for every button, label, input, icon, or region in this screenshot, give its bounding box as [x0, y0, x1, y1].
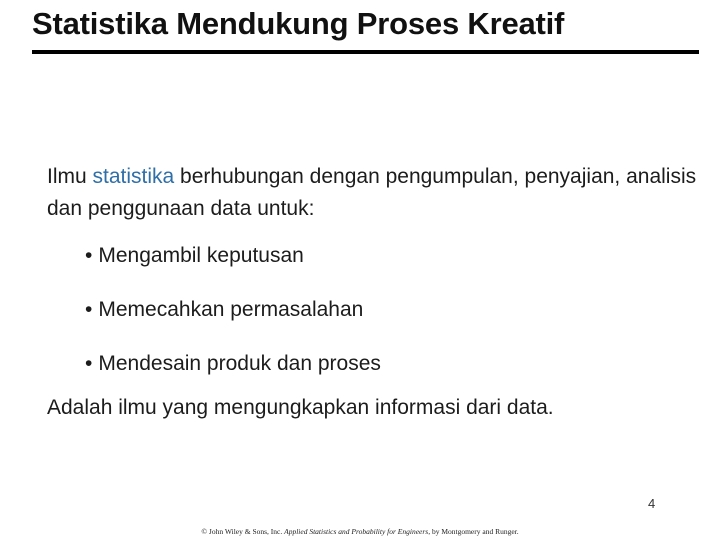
- footer-copyright: © John Wiley & Sons, Inc.: [201, 527, 285, 536]
- closing-statement: Adalah ilmu yang mengungkapkan informasi dari data.: [47, 396, 554, 419]
- bullet-text: Mendesain produk dan proses: [98, 352, 381, 375]
- slide-title: Statistika Mendukung Proses Kreatif: [32, 6, 565, 41]
- footer-book-title: Applied Statistics and Probability for Engineers: [284, 527, 429, 536]
- intro-paragraph: [47, 161, 697, 225]
- intro-highlight-term: statistika: [92, 165, 175, 188]
- intro-suffix: berhubungan dengan pengumpulan, penyajian, analisis dan penggunaan data untuk:: [47, 165, 697, 220]
- bullet-list: [85, 240, 381, 402]
- bullet-dot-icon: •: [85, 352, 93, 375]
- bullet-dot-icon: •: [85, 298, 93, 321]
- bullet-item-problem-solving: [85, 294, 381, 348]
- bullet-text: Memecahkan permasalahan: [98, 298, 364, 321]
- bullet-item-decision: [85, 240, 381, 294]
- copyright-footer: [0, 527, 720, 536]
- bullet-dot-icon: •: [85, 244, 93, 267]
- bullet-text: Mengambil keputusan: [98, 244, 304, 267]
- title-underline: [32, 50, 699, 54]
- page-number: 4: [648, 496, 656, 511]
- intro-prefix: Ilmu: [47, 165, 93, 188]
- footer-authors: , by Montgomery and Runger.: [428, 527, 519, 536]
